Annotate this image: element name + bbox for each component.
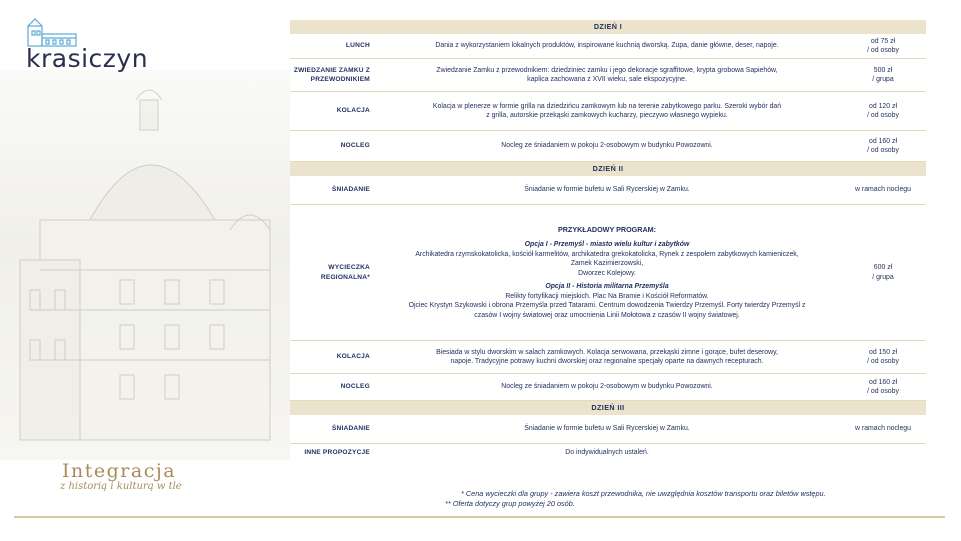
offer-table [290,20,926,462]
row-price: od 75 zł / od osoby [867,37,899,54]
option-2-title: Opcja II - Historia militarna Przemyśla [545,283,669,291]
table-row [290,415,926,444]
row-label: ŚNIADANIE [331,425,370,433]
row-description: Śniadanie w formie bufetu w Sali Rycerskiej w Zamku. [524,425,690,433]
headline: Integracja [62,460,177,482]
castle-sketch [0,70,290,460]
row-description: Nocleg ze śniadaniem w pokoju 2-osobowym w budynku Powozowni. [501,383,713,391]
table-row [290,131,926,162]
table-row [290,176,926,205]
castle-illustration [0,70,290,460]
program-row [290,205,926,341]
row-label: ZWIEDZANIE ZAMKU Z PRZEWODNIKIEM [293,66,370,83]
row-description: Do indywidualnych ustaleń. [565,449,649,457]
row-description: Nocleg ze śniadaniem w pokoju 2-osobowym w budynku Powozowni. [501,142,713,150]
row-description: Kolacja w plenerze w formie grilla na dziedzińcu zamkowym lub na terenie zabytkowego parku. Szeroki wybór dań z grilla, autorskie przekąski zamkowych kucharzy, pieczywo własnego wypieku. [432,102,782,119]
day-header: DZIEŃ I [290,20,926,34]
row-price: od 160 zł / od osoby [867,137,899,154]
footnote: ** Oferta dotyczy grup powyżej 20 osób. [445,499,575,508]
row-price: od 160 zł / od osoby [867,378,899,395]
row-description: Dania z wykorzystaniem lokalnych produktów, inspirowane kuchnią dworską. Zupa, danie główne, deser, napoje. [435,42,779,50]
row-label: LUNCH [345,42,370,50]
table-row [290,59,926,92]
row-description: Zwiedzanie Zamku z przewodnikiem: dziedziniec zamku i jego dekoracje sgraffitowe, krypta grobowa Sapiehów, kaplica zachowana z XVII wieku, sale ekspozycyjne. [436,66,778,83]
day-header: DZIEŃ III [290,401,926,415]
row-price: od 150 zł / od osoby [867,348,899,365]
row-price: w ramach noclegu [855,425,911,433]
row-price: 500 zł / grupa [872,66,894,83]
program-title: PRZYKŁADOWY PROGRAM: [557,224,657,234]
footnote: * Cena wycieczki dla grupy - zawiera koszt przewodnika, nie uwzględnia kosztów transportu oraz biletów wstępu. [461,489,826,498]
logo-wordmark: krasiczyn [26,44,149,73]
table-row [290,92,926,131]
row-price: 600 zł / grupa [872,264,894,281]
brand-panel [0,0,290,541]
table-row [290,341,926,374]
tagline: z historią i kulturą w tle [60,481,182,492]
footnotes [445,489,925,509]
row-label: ŚNIADANIE [331,186,370,194]
row-label: INNE PROPOZYCJE [304,449,370,457]
row-label: NOCLEG [340,383,370,391]
row-description: Śniadanie w formie bufetu w Sali Rycerskiej w Zamku. [524,186,690,194]
row-label: KOLACJA [336,107,370,115]
row-label: NOCLEG [340,142,370,150]
day-header: DZIEŃ II [290,162,926,176]
table-row [290,444,926,462]
row-label: KOLACJA [336,353,370,361]
row-price: w ramach noclegu [855,186,911,194]
row-price: od 120 zł / od osoby [867,102,899,119]
table-row [290,34,926,59]
row-description: Biesiada w stylu dworskim w salach zamkowych. Kolacja serwowana, przekąski zimne i gorące, bufet deserowy, napoje. Tradycyjne potrawy kuchni dworskiej oraz regionalne specjały oparte na dawnych recepturach. [436,348,778,365]
row-label: WYCIECZKA REGIONALNA* [320,264,370,281]
program-description: PRZYKŁADOWY PROGRAM: Opcja I - Przemyśl - miasto wielu kultur i zabytków Archikatedra rzymskokatolicka, kościół karmelitów, archikatedra grekokatolicka, Rynek z zespołem zabytkowych kamieniczek, Zamek Kazimierzowski, Dworzec Kolejowy. Opcja II - Historia militarna Przemyśla Relikty fortyfikacji miejskich. Plac Na Bramie i Kościół Reformatów. Ojciec Krystyn Szykowski i obrona Przemyśla przed Tatarami. Centrum dowodzenia Twierdzy Przemyśl. Forty twierdzy Przemyśl z czasów I wojny światowej oraz umocnienia Linii Mołotowa z czasów II wojny światowej. [374,225,840,321]
option-1-title: Opcja I - Przemyśl - miasto wielu kultur i zabytków [524,241,690,249]
table-row [290,374,926,401]
